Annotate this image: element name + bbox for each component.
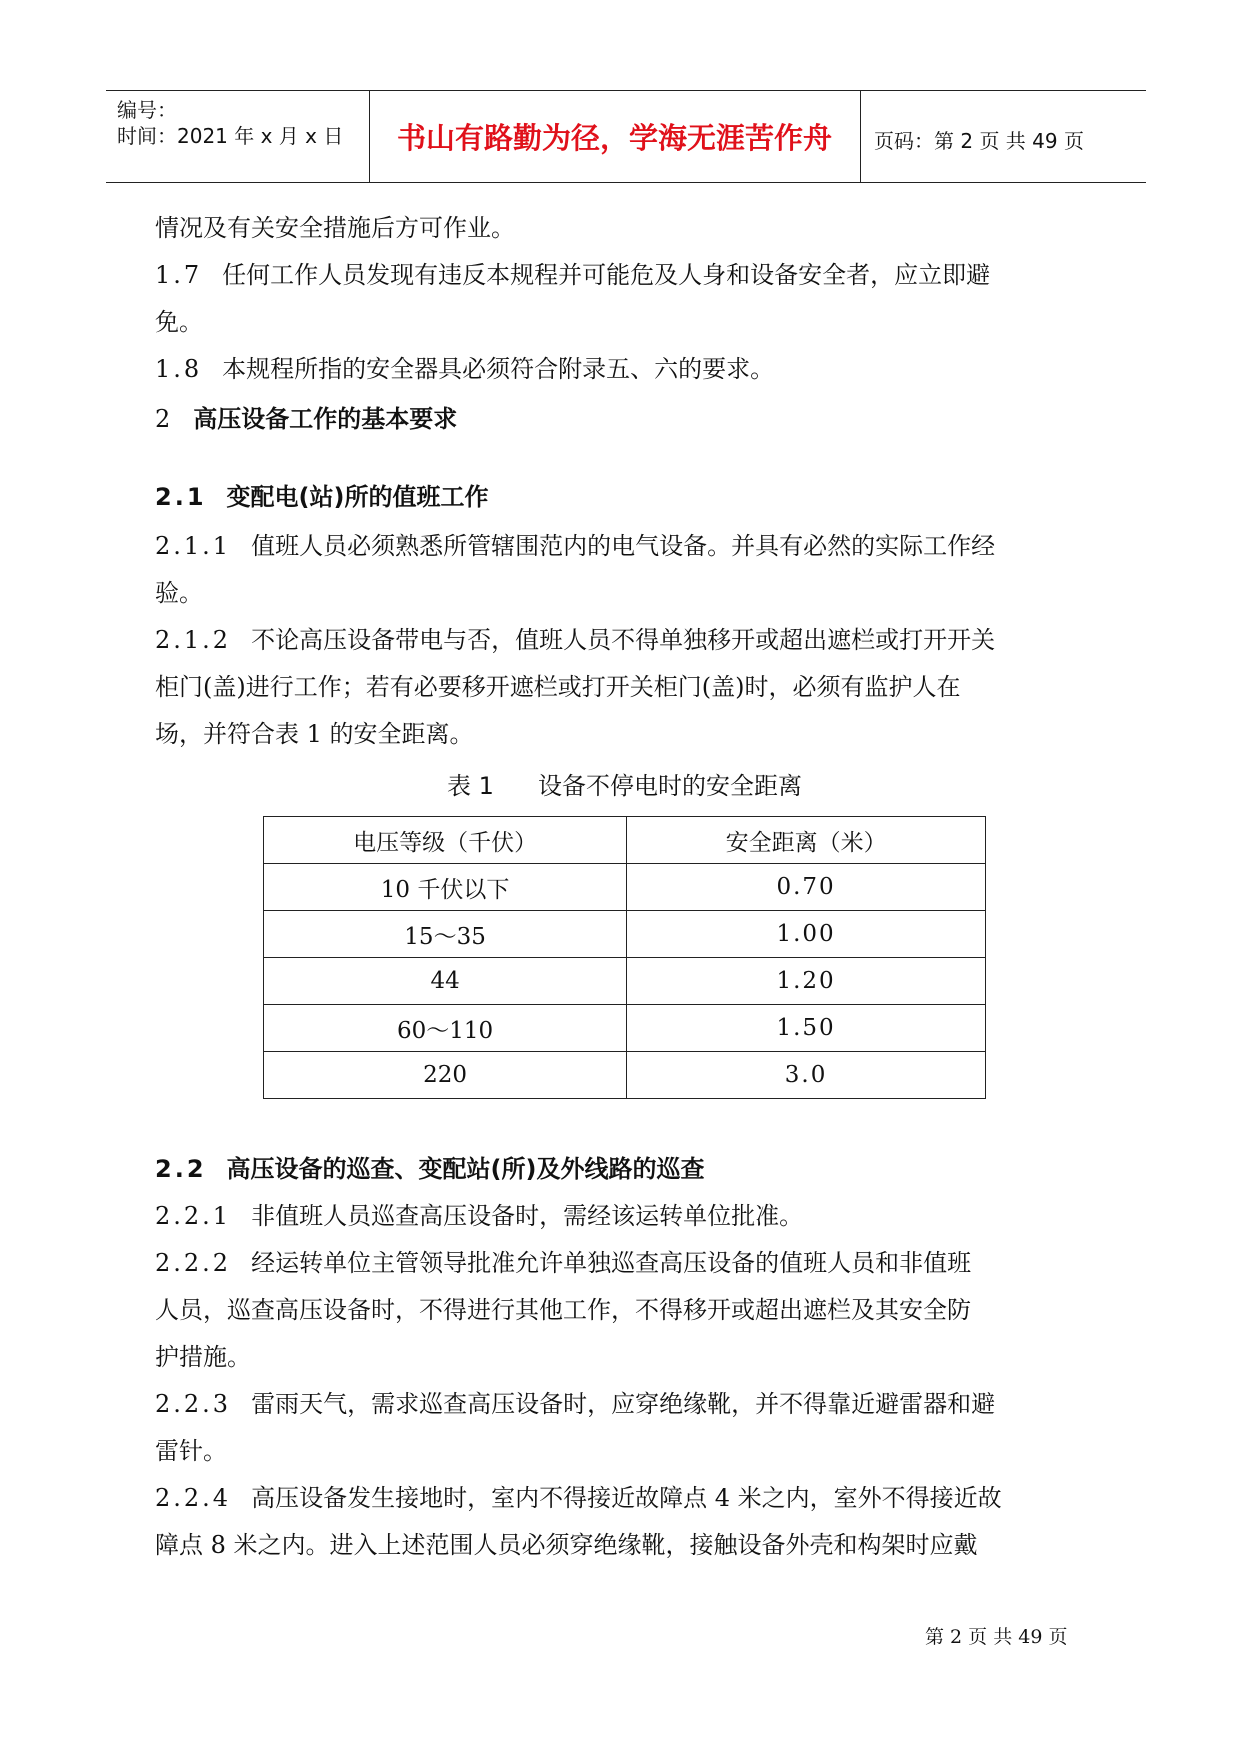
voltage-cell: 10 千伏以下 bbox=[264, 864, 627, 911]
section-number: 2.1 bbox=[155, 483, 207, 511]
voltage-cell: 15～35 bbox=[264, 911, 627, 958]
clause-number: 1.7 bbox=[155, 261, 203, 289]
table-header-row bbox=[264, 817, 986, 864]
clause-1-7: 1.7 任何工作人员发现有违反本规程并可能危及人身和设备安全者，应立即避 bbox=[155, 252, 1095, 299]
body-line: 护措施。 bbox=[155, 1343, 251, 1371]
clause-number: 2.2.2 bbox=[155, 1249, 232, 1277]
header-top-rule bbox=[106, 90, 1146, 91]
body-line: 障点 8 米之内。进入上述范围人员必须穿绝缘靴，接触设备外壳和构架时应戴 bbox=[155, 1531, 978, 1559]
section-number: 2 bbox=[155, 405, 174, 433]
distance-cell: 3.0 bbox=[627, 1052, 986, 1099]
header-bottom-rule bbox=[106, 182, 1146, 183]
voltage-cell: 220 bbox=[264, 1052, 627, 1099]
clause-2-2-2: 2.2.2 经运转单位主管领导批准允许单独巡查高压设备的值班人员和非值班 bbox=[155, 1240, 1095, 1287]
table-caption bbox=[263, 766, 986, 801]
page-footer: 第 2 页 共 49 页 bbox=[925, 1626, 1068, 1648]
table-row bbox=[264, 1005, 986, 1052]
section-heading-2-1: 2.1 变配电(站)所的值班工作 bbox=[155, 474, 1095, 521]
clause-number: 2.2.4 bbox=[155, 1484, 232, 1512]
table-number: 表 1 bbox=[447, 772, 494, 800]
clause-number: 2.2.1 bbox=[155, 1202, 232, 1230]
body-line: 雷针。 bbox=[155, 1437, 227, 1465]
document-number-label: 编号： bbox=[117, 98, 177, 122]
voltage-cell: 44 bbox=[264, 958, 627, 1005]
clause-2-1-2: 2.1.2 不论高压设备带电与否，值班人员不得单独移开或超出遮栏或打开开关 bbox=[155, 617, 1095, 664]
clause-2-2-3: 2.2.3 雷雨天气，需求巡查高压设备时，应穿绝缘靴，并不得靠近避雷器和避 bbox=[155, 1381, 1095, 1428]
body-line: 场，并符合表 1 的安全距离。 bbox=[155, 720, 474, 748]
distance-cell: 0.70 bbox=[627, 864, 986, 911]
clause-number: 2.2.3 bbox=[155, 1390, 232, 1418]
clause-1-8: 1.8 本规程所指的安全器具必须符合附录五、六的要求。 bbox=[155, 346, 1095, 393]
clause-number: 1.8 bbox=[155, 355, 203, 383]
header-divider bbox=[860, 90, 861, 182]
safety-distance-table bbox=[263, 816, 986, 1099]
distance-cell: 1.50 bbox=[627, 1005, 986, 1052]
section-heading-2-2: 2.2 高压设备的巡查、变配站(所)及外线路的巡查 bbox=[155, 1146, 1095, 1193]
document-date: 时间：2021 年 x 月 x 日 bbox=[117, 124, 344, 148]
table-row bbox=[264, 1052, 986, 1099]
clause-2-2-1: 2.2.1 非值班人员巡查高压设备时，需经该运转单位批准。 bbox=[155, 1193, 1095, 1240]
voltage-cell: 60～110 bbox=[264, 1005, 627, 1052]
clause-number: 2.1.1 bbox=[155, 532, 232, 560]
section-heading-2: 2 高压设备工作的基本要求 bbox=[155, 396, 1095, 443]
clause-2-1-1: 2.1.1 值班人员必须熟悉所管辖围范内的电气设备。并具有必然的实际工作经 bbox=[155, 523, 1095, 570]
clause-2-2-4: 2.2.4 高压设备发生接地时，室内不得接近故障点 4 米之内，室外不得接近故 bbox=[155, 1475, 1095, 1522]
header-page-info: 页码：第 2 页 共 49 页 bbox=[874, 129, 1084, 153]
distance-cell: 1.00 bbox=[627, 911, 986, 958]
clause-number: 2.1.2 bbox=[155, 626, 232, 654]
table-row bbox=[264, 911, 986, 958]
body-line: 验。 bbox=[155, 579, 203, 607]
column-header-voltage: 电压等级（千伏） bbox=[264, 817, 627, 864]
body-line: 免。 bbox=[155, 308, 203, 336]
distance-cell: 1.20 bbox=[627, 958, 986, 1005]
column-header-distance: 安全距离（米） bbox=[627, 817, 986, 864]
table-title: 设备不停电时的安全距离 bbox=[537, 772, 802, 800]
table-row bbox=[264, 864, 986, 911]
table-row bbox=[264, 958, 986, 1005]
body-line: 柜门(盖)进行工作；若有必要移开遮栏或打开关柜门(盖)时，必须有监护人在 bbox=[155, 673, 961, 701]
header-motto: 书山有路勤为径，学海无涯苦作舟 bbox=[396, 121, 832, 155]
section-number: 2.2 bbox=[155, 1155, 207, 1183]
body-line: 情况及有关安全措施后方可作业。 bbox=[155, 214, 515, 242]
body-line: 人员，巡查高压设备时，不得进行其他工作，不得移开或超出遮栏及其安全防 bbox=[155, 1296, 971, 1324]
